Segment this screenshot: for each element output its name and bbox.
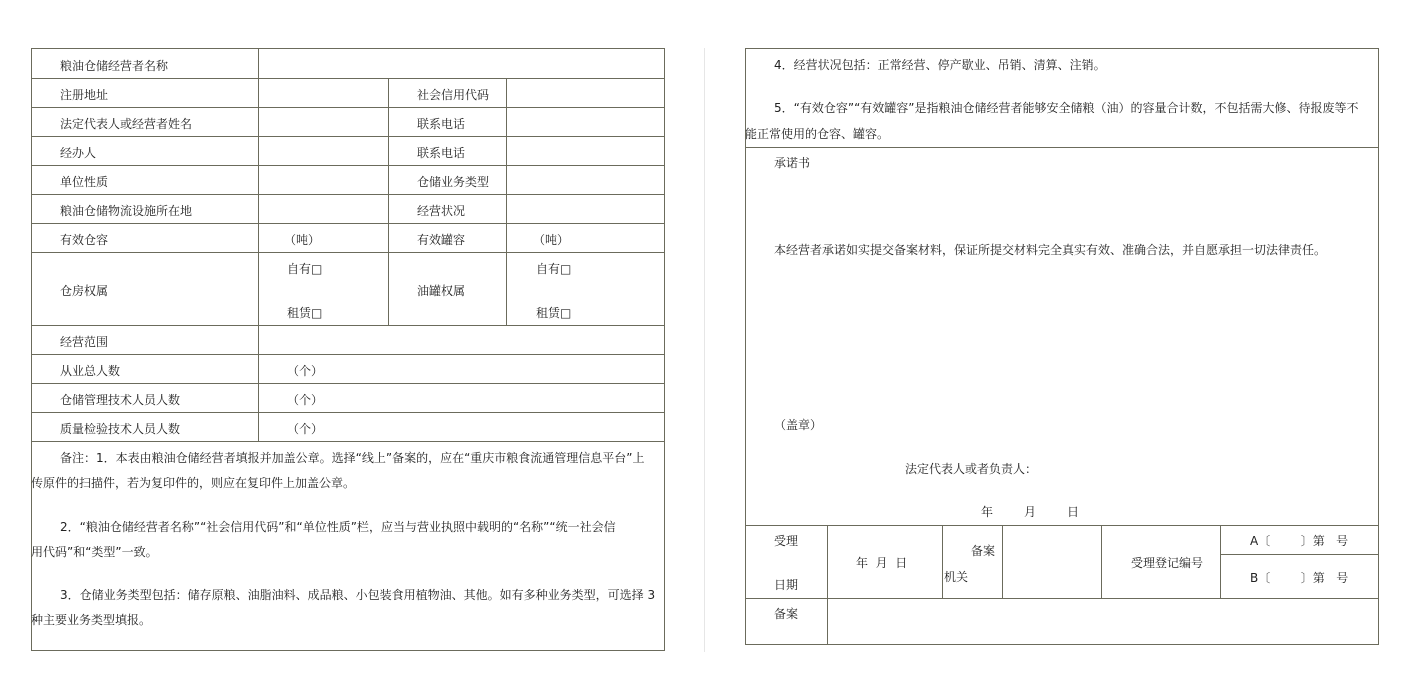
note-1-line-2: 传原件的扫描件，若为复印件的，则应在复印件上加盖公章。: [31, 476, 356, 490]
warehouse-owned-option: 自有□: [287, 262, 323, 276]
registration-number-a: A〔 〕第 号: [1250, 534, 1349, 548]
facility-location-label: 粮油仓储物流设施所在地: [60, 204, 193, 218]
warehouse-ownership-label: 仓房权属: [60, 284, 109, 298]
tank-owned-option: 自有□: [536, 262, 572, 276]
phone-label: 联系电话: [417, 117, 466, 131]
date-month: 月: [1024, 505, 1037, 519]
note-5-line-1: 5．“有效仓容”“有效罐容”是指粮油仓储经营者能够安全储粮（油）的容量合计数，不包括需大修、待报废等不: [774, 101, 1359, 115]
note-1-line-1: 备注：1．本表由粮油仓储经营者填报并加盖公章。选择“线上”备案的，应在“重庆市粮食流通管理信息平台”上: [60, 451, 645, 465]
registered-address-label: 注册地址: [60, 88, 109, 102]
seal-label: （盖章）: [774, 418, 823, 432]
phone-label: 联系电话: [417, 146, 466, 160]
left-form-table: [31, 48, 665, 651]
unit-nature-label: 单位性质: [60, 175, 109, 189]
page-divider: [704, 48, 705, 652]
business-scope-label: 经营范围: [60, 335, 109, 349]
effective-tank-label: 有效罐容: [417, 233, 466, 247]
total-employees-label: 从业总人数: [60, 364, 121, 378]
quality-staff-label: 质量检验技术人员人数: [60, 422, 181, 436]
pledge-title: 承诺书: [774, 156, 811, 170]
legal-rep-signature-label: 法定代表人或者负责人：: [905, 462, 1038, 476]
operator-name-label: 粮油仓储经营者名称: [60, 59, 169, 73]
date-year: 年: [981, 505, 994, 519]
legal-rep-label: 法定代表人或经营者姓名: [60, 117, 193, 131]
note-4: 4．经营状况包括：正常经营、停产歇业、吊销、清算、注销。: [774, 58, 1106, 72]
filing-org-label: 机关: [944, 570, 969, 584]
storage-tech-staff-unit: （个）: [287, 393, 324, 407]
filing-label: 备案: [774, 607, 799, 621]
date-day: 日: [1067, 505, 1080, 519]
storage-business-type-label: 仓储业务类型: [417, 175, 490, 189]
warehouse-leased-option: 租赁□: [287, 306, 323, 320]
acceptance-date-label: 受理: [774, 534, 799, 548]
operation-status-label: 经营状况: [417, 204, 466, 218]
note-2-line-2: 用代码”和“类型”一致。: [31, 545, 158, 559]
acceptance-date-label: 日期: [774, 578, 799, 592]
storage-tech-staff-label: 仓储管理技术人员人数: [60, 393, 181, 407]
registration-number-b: B〔 〕第 号: [1250, 571, 1349, 585]
acceptance-date-value: 年 月 日: [856, 556, 908, 570]
credit-code-label: 社会信用代码: [417, 88, 490, 102]
quality-staff-unit: （个）: [287, 422, 324, 436]
handler-label: 经办人: [60, 146, 97, 160]
note-2-line-1: 2．“粮油仓储经营者名称”“社会信用代码”和“单位性质”栏，应当与营业执照中载明的“名称”“统一社会信: [60, 520, 616, 534]
pledge-text: 本经营者承诺如实提交备案材料，保证所提交材料完全真实有效、准确合法，并自愿承担一切法律责任。: [774, 243, 1327, 257]
effective-tank-unit: （吨）: [533, 233, 570, 247]
total-employees-unit: （个）: [287, 364, 324, 378]
effective-storage-label: 有效仓容: [60, 233, 109, 247]
tank-ownership-label: 油罐权属: [417, 284, 466, 298]
note-5-line-2: 能正常使用的仓容、罐容。: [745, 127, 890, 141]
filing-org-label: 备案: [971, 544, 996, 558]
registration-number-label: 受理登记编号: [1131, 556, 1204, 570]
tank-leased-option: 租赁□: [536, 306, 572, 320]
note-3-line-2: 种主要业务类型填报。: [31, 613, 152, 627]
effective-storage-unit: （吨）: [284, 233, 321, 247]
note-3-line-1: 3．仓储业务类型包括：储存原粮、油脂油料、成品粮、小包装食用植物油、其他。如有多种业务类型，可选择 3: [60, 588, 656, 602]
